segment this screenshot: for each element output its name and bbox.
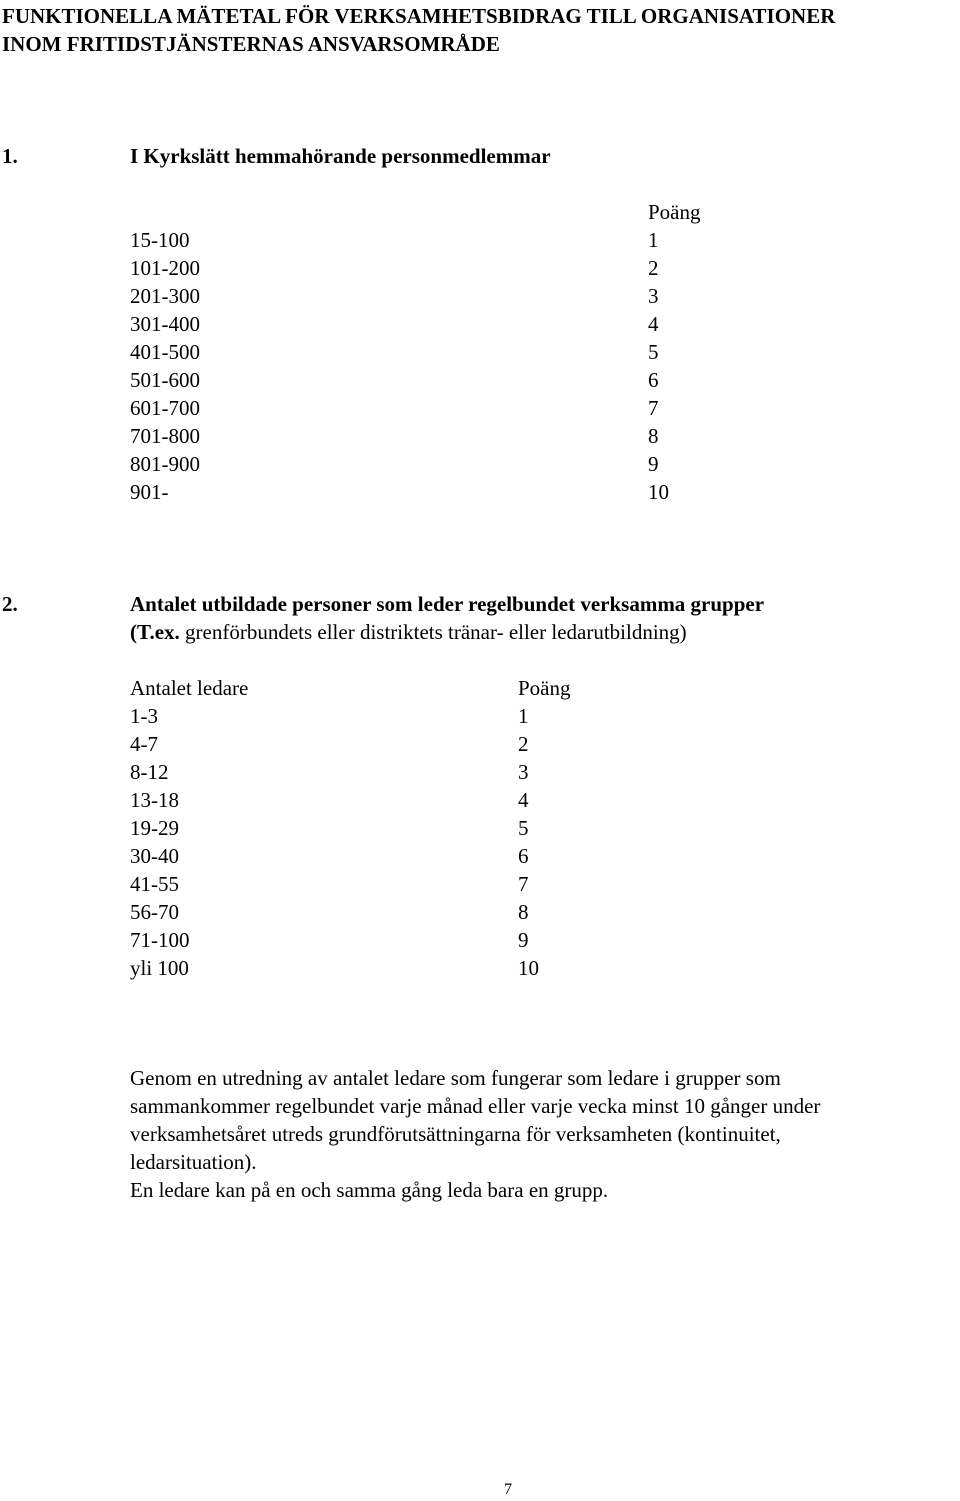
- document-title-line-2: INOM FRITIDSTJÄNSTERNAS ANSVARSOMRÅDE: [2, 32, 500, 56]
- member-range: 601-700: [130, 396, 200, 420]
- points-value: 4: [518, 788, 529, 812]
- leader-range: yli 100: [130, 956, 189, 980]
- member-range: 101-200: [130, 256, 200, 280]
- table-row: [130, 450, 750, 478]
- points-value: 6: [518, 844, 529, 868]
- leader-range: 41-55: [130, 872, 179, 896]
- leader-range: 1-3: [130, 704, 158, 728]
- points-value: 5: [648, 340, 659, 364]
- table-row: [130, 926, 630, 954]
- table-row: [130, 226, 750, 254]
- points-value: 3: [518, 760, 529, 784]
- points-value: 1: [648, 228, 659, 252]
- leader-range: 71-100: [130, 928, 190, 952]
- points-value: 8: [518, 900, 529, 924]
- points-value: 5: [518, 816, 529, 840]
- leader-range: 13-18: [130, 788, 179, 812]
- table-row: [130, 898, 630, 926]
- section-1-number: 1.: [2, 144, 18, 168]
- points-value: 4: [648, 312, 659, 336]
- section-2-table: [130, 674, 630, 982]
- table-row: [130, 338, 750, 366]
- table-row: [130, 422, 750, 450]
- table-row: [130, 478, 750, 506]
- points-value: 6: [648, 368, 659, 392]
- table-row: [130, 814, 630, 842]
- table-row: [130, 254, 750, 282]
- leader-range: 8-12: [130, 760, 169, 784]
- leader-range: 19-29: [130, 816, 179, 840]
- points-value: 9: [518, 928, 529, 952]
- document-title-line-1: FUNKTIONELLA MÄTETAL FÖR VERKSAMHETSBIDRAG TILL ORGANISATIONER: [2, 4, 836, 28]
- table-row: [130, 282, 750, 310]
- points-value: 7: [648, 396, 659, 420]
- member-range: 301-400: [130, 312, 200, 336]
- points-value: 10: [648, 480, 669, 504]
- section-2-heading-rest: grenförbundets eller distriktets tränar- eller ledarutbildning): [179, 620, 687, 644]
- paragraph-line: ledarsituation).: [130, 1150, 257, 1174]
- leaders-count-header: Antalet ledare: [130, 676, 249, 700]
- table-row: [130, 842, 630, 870]
- member-range: 15-100: [130, 228, 190, 252]
- table-row: [130, 870, 630, 898]
- section-2-number: 2.: [2, 592, 18, 616]
- points-value: 7: [518, 872, 529, 896]
- member-range: 501-600: [130, 368, 200, 392]
- section-2-heading: [130, 590, 764, 646]
- paragraph-line: sammankommer regelbundet varje månad eller varje vecka minst 10 gånger under: [130, 1094, 821, 1118]
- section-2-header-row: [130, 674, 630, 702]
- points-value: 9: [648, 452, 659, 476]
- points-value: 3: [648, 284, 659, 308]
- page-number: 7: [504, 1481, 512, 1498]
- member-range: 201-300: [130, 284, 200, 308]
- member-range: 801-900: [130, 452, 200, 476]
- points-value: 1: [518, 704, 529, 728]
- section-2-points-header: Poäng: [518, 676, 571, 700]
- leader-range: 30-40: [130, 844, 179, 868]
- section-1-points-header: Poäng: [648, 200, 701, 224]
- table-row: [130, 366, 750, 394]
- table-row: [130, 394, 750, 422]
- table-row: [130, 758, 630, 786]
- section-2-explanation: [130, 1064, 930, 1204]
- section-1-header-row: [130, 198, 750, 226]
- points-value: 2: [648, 256, 659, 280]
- table-row: [130, 954, 630, 982]
- section-2-heading-line-1: Antalet utbildade personer som leder regelbundet verksamma grupper: [130, 592, 765, 616]
- table-row: [130, 310, 750, 338]
- table-row: [130, 786, 630, 814]
- member-range: 901-: [130, 480, 169, 504]
- leader-range: 56-70: [130, 900, 179, 924]
- member-range: 401-500: [130, 340, 200, 364]
- section-1-table: [130, 198, 750, 506]
- section-1-heading: I Kyrkslätt hemmahörande personmedlemmar: [130, 144, 551, 168]
- table-row: [130, 730, 630, 758]
- paragraph-line: verksamhetsåret utreds grundförutsättningarna för verksamheten (kontinuitet,: [130, 1122, 781, 1146]
- table-row: [130, 702, 630, 730]
- leader-range: 4-7: [130, 732, 158, 756]
- document-title: [2, 2, 835, 58]
- points-value: 10: [518, 956, 539, 980]
- points-value: 2: [518, 732, 529, 756]
- paragraph-line: Genom en utredning av antalet ledare som fungerar som ledare i grupper som: [130, 1066, 781, 1090]
- section-2-heading-prefix: (T.ex.: [130, 620, 180, 644]
- paragraph-line: En ledare kan på en och samma gång leda bara en grupp.: [130, 1178, 609, 1202]
- member-range: 701-800: [130, 424, 200, 448]
- section-2-heading-line-2: [130, 618, 764, 646]
- points-value: 8: [648, 424, 659, 448]
